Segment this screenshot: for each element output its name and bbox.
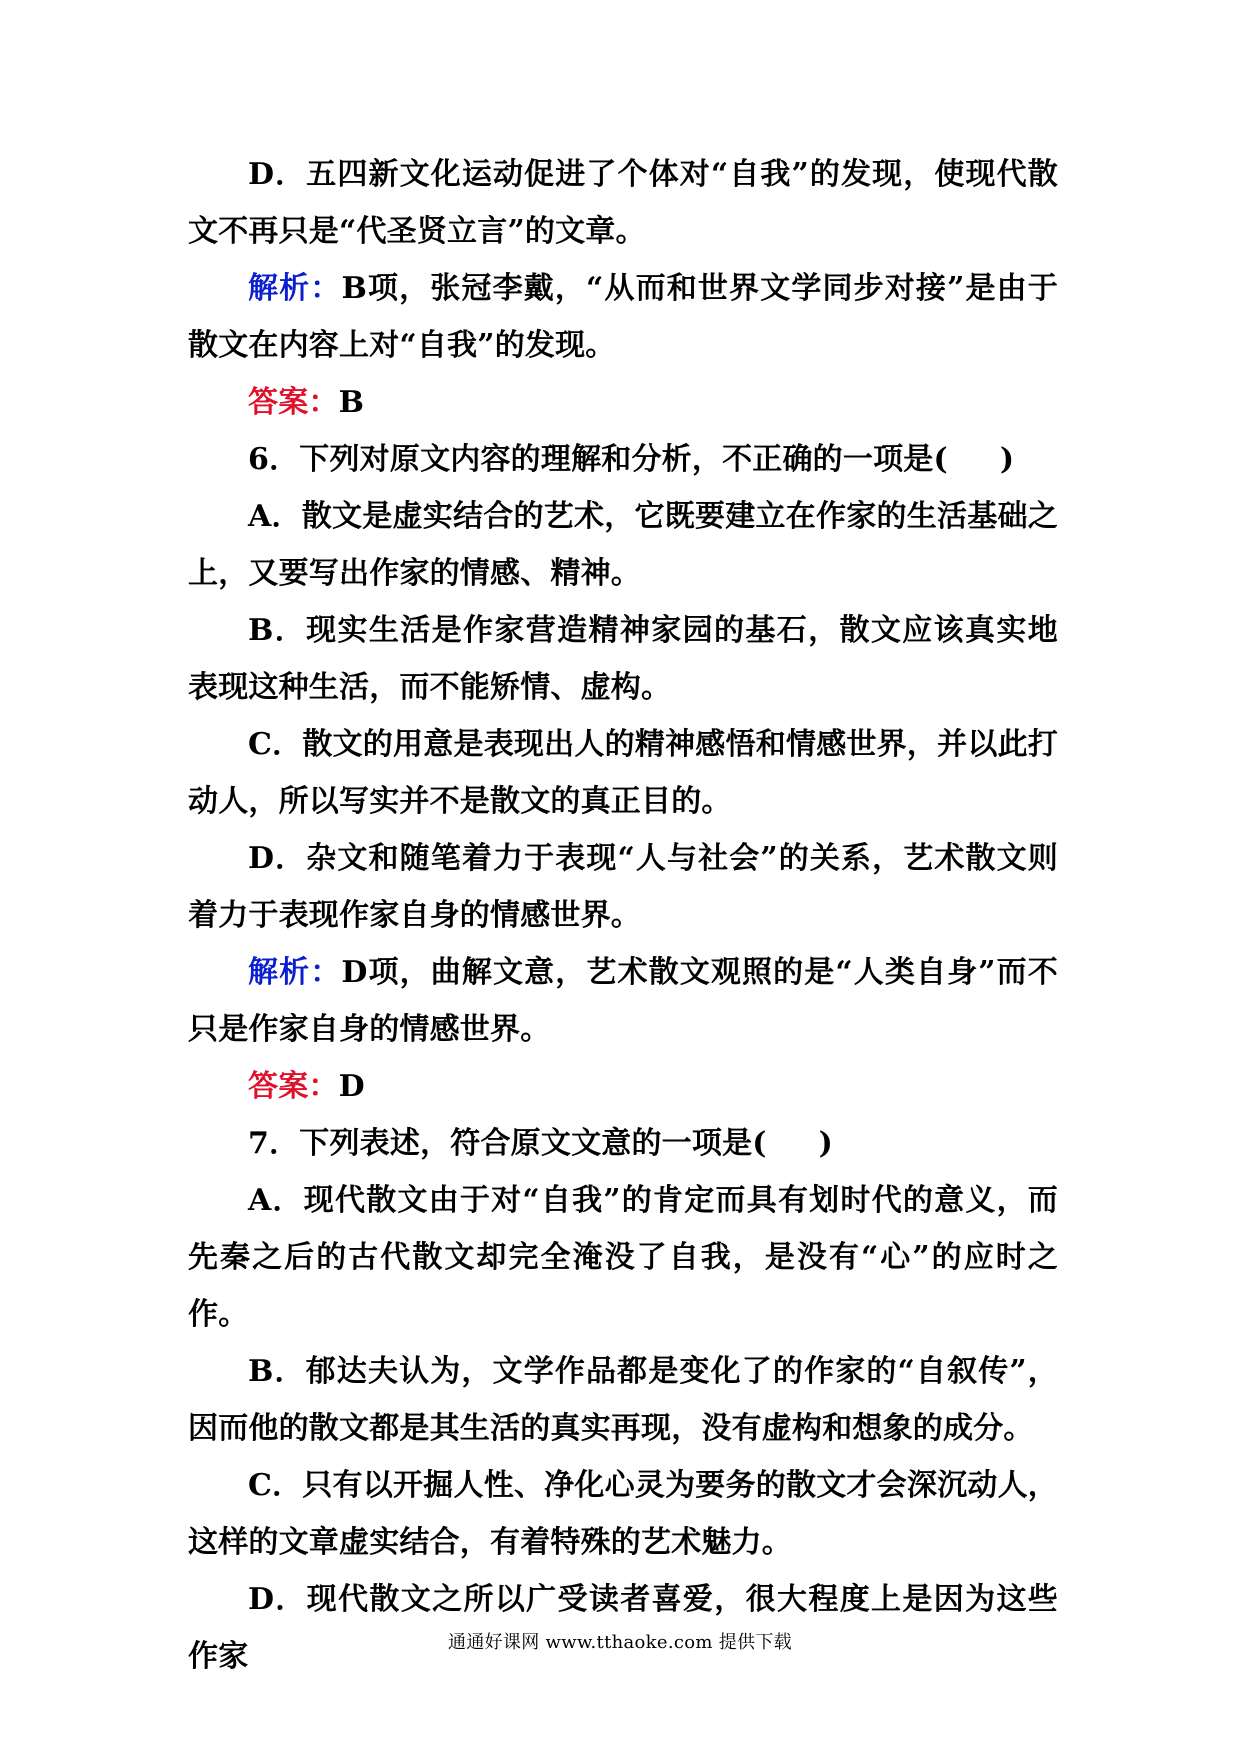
question-paren-close: ) (999, 442, 1015, 477)
paragraph-text: B．现实生活是作家营造精神家园的基石，散文应该真实地表现这种生活，而不能矫情、虚构。 (188, 613, 1058, 705)
q6-analysis (188, 944, 1058, 1058)
q6-option-c (188, 716, 1058, 830)
q6-option-a (188, 488, 1058, 602)
paragraph-text: C．散文的用意是表现出人的精神感悟和情感世界，并以此打动人，所以写实并不是散文的真正目的。 (188, 727, 1058, 819)
answer-value: D (338, 1069, 365, 1104)
q6-option-d (188, 830, 1058, 944)
document-body (188, 146, 1058, 1685)
q6-answer (188, 1058, 1058, 1115)
q5-analysis (188, 260, 1058, 374)
q6-option-b (188, 602, 1058, 716)
q5-answer (188, 374, 1058, 431)
q7-option-c (188, 1457, 1058, 1571)
paragraph-text: D．现代散文之所以广受读者喜爱，很大程度上是因为这些作家 (188, 1582, 1058, 1674)
q6-stem (188, 431, 1058, 488)
paragraph-text: B项，张冠李戴，“从而和世界文学同步对接”是由于散文在内容上对“自我”的发现。 (188, 271, 1058, 363)
question-paren-close: ) (818, 1126, 834, 1161)
q5-option-d (188, 146, 1058, 260)
paragraph-text: C．只有以开掘人性、净化心灵为要务的散文才会深沉动人，这样的文章虚实结合，有着特殊的艺术魅力。 (188, 1468, 1058, 1560)
question-text: 6．下列对原文内容的理解和分析，不正确的一项是( (248, 442, 948, 477)
answer-label: 答案： (248, 1069, 339, 1104)
analysis-label: 解析： (248, 955, 342, 990)
paragraph-text: A．现代散文由于对“自我”的肯定而具有划时代的意义，而先秦之后的古代散文却完全淹没了自我，是没有“心”的应时之作。 (188, 1183, 1058, 1332)
paragraph-text: A．散文是虚实结合的艺术，它既要建立在作家的生活基础之上，又要写出作家的情感、精神。 (188, 499, 1058, 591)
paragraph-text: D．五四新文化运动促进了个体对“自我”的发现，使现代散文不再只是“代圣贤立言”的文章。 (188, 157, 1058, 249)
paragraph-text: D项，曲解文意，艺术散文观照的是“人类自身”而不只是作家自身的情感世界。 (188, 955, 1059, 1047)
question-text: 7．下列表述，符合原文文意的一项是( (248, 1126, 767, 1161)
paragraph-text: B．郁达夫认为，文学作品都是变化了的作家的“自叙传”，因而他的散文都是其生活的真实再现，没有虚构和想象的成分。 (188, 1354, 1058, 1446)
q7-option-a (188, 1172, 1058, 1343)
answer-value: B (338, 385, 365, 420)
answer-label: 答案： (248, 385, 339, 420)
q7-stem (188, 1115, 1058, 1172)
q7-option-b (188, 1343, 1058, 1457)
paragraph-text: D．杂文和随笔着力于表现“人与社会”的关系，艺术散文则着力于表现作家自身的情感世界。 (188, 841, 1058, 933)
analysis-label: 解析： (248, 271, 342, 306)
footer-source: 通通好课网 www.tthaoke.com 提供下载 (448, 1632, 792, 1653)
